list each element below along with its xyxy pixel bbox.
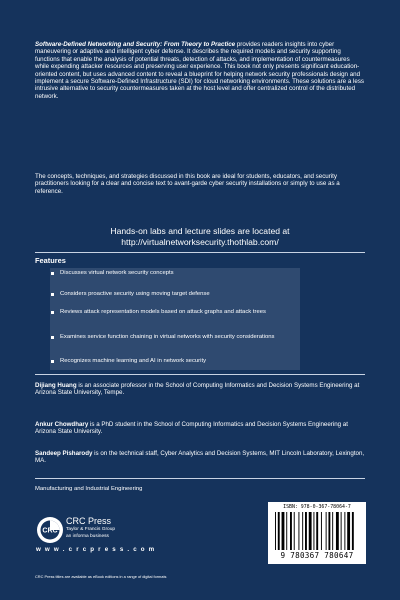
bullet-icon (51, 293, 54, 296)
divider (35, 478, 365, 479)
labs-note (35, 226, 365, 247)
feature-text: Reviews attack representation models based on attack graphs and attack trees (60, 309, 266, 315)
feature-item (60, 291, 280, 298)
divider (35, 374, 365, 375)
isbn-text: ISBN: 978-0-367-78064-7 (283, 504, 351, 510)
feature-item (60, 309, 280, 316)
barcode-bar (298, 512, 299, 550)
feature-text: Discusses virtual network security concepts (60, 270, 174, 276)
author-bio-text: is an associate professor in the School of Computing Informatics and Decision Systems Engineering at Arizona State University, Tempe. (35, 382, 360, 397)
publisher-tagline: an informa business (66, 534, 109, 539)
feature-item (60, 358, 280, 365)
crc-logo-icon (36, 516, 64, 544)
intro-body: provides readers insights into cyber maneuvering or adaptive and intelligent cyber defense. It describes the required models and security supporting functions that enable the analysis of potential threats, detection of attacks, and implementation of countermeasures while expending attacker resources and preserving user experience. This book not only presents significant education-oriented content, but uses advanced content to reveal a blueprint for helping network security professionals design and implement a secure Software-Defined Infrastructure (SDI) for cloud networking environments. These solutions are a less intrusive alternative to security countermeasures taken at the host level and offer centralized control of the distributed network. (35, 41, 365, 100)
author-bio-text: is on the technical staff, Cyber Analytics and Decision Systems, MIT Lincoln Laboratory, Lexington, MA. (35, 450, 365, 465)
audience-paragraph: The concepts, techniques, and strategies discussed in this book are ideal for students, educators, and security practitioners looking for a clear and concise text to avant-garde cyber security installations or simply to use as a reference. (35, 173, 340, 195)
intro-paragraph (35, 41, 365, 100)
author-bio (35, 421, 365, 436)
book-title-run: Software-Defined Networking and Security: From Theory to Practice (35, 41, 236, 48)
labs-url: http://virtualnetworksecurity.thothlab.com/ (121, 236, 279, 247)
publisher-name: CRC Press (66, 516, 112, 526)
author-name: Dijiang Huang (35, 382, 77, 389)
barcode-bar (286, 512, 287, 550)
ebook-note: CRC Press titles are available as eBook editions in a range of digital formats (35, 574, 167, 579)
barcode-number: 9 780367 780647 (280, 551, 354, 560)
author-bio-text: is a PhD student in the School of Computing Informatics and Decision Systems Engineering at Arizona State University. (35, 421, 348, 436)
barcode-bar (278, 512, 280, 550)
barcode-bar (282, 512, 285, 550)
publisher-url: w w w . c r c p r e s s . c o m (36, 546, 156, 553)
barcode-bar (302, 512, 303, 550)
feature-text: Recognizes machine learning and AI in network security (60, 358, 207, 364)
barcode-bar (332, 512, 333, 550)
author-name: Sandeep Pisharody (35, 450, 93, 457)
feature-text: Considers proactive security using moving target defense (60, 291, 210, 297)
bullet-icon (51, 272, 54, 275)
crc-logo-text: CRC (42, 527, 58, 535)
labs-note-line: Hands-on labs and lecture slides are located at (110, 226, 290, 236)
features-heading: Features (35, 256, 66, 265)
barcode-bar (275, 512, 276, 550)
barcode-icon (274, 512, 360, 550)
bullet-icon (51, 336, 54, 339)
barcode-bar (326, 512, 327, 550)
barcode-bar (347, 512, 350, 550)
barcode-bar (328, 512, 330, 550)
barcode-bar (344, 512, 345, 550)
feature-item (60, 270, 280, 277)
feature-item (60, 334, 280, 341)
subject-category: Manufacturing and Industrial Engineering (35, 486, 143, 492)
barcode-bar (294, 512, 295, 550)
barcode-bar (309, 512, 312, 550)
barcode-bar (352, 512, 354, 550)
barcode-bar (290, 512, 292, 550)
barcode-bar (321, 512, 322, 550)
barcode-bar (313, 512, 314, 550)
divider (35, 252, 365, 253)
author-bio (35, 382, 365, 397)
features-box (50, 268, 300, 370)
barcode-bar (305, 512, 307, 550)
publisher-group: Taylor & Francis Group (66, 527, 116, 532)
author-bio (35, 450, 365, 465)
feature-text: Examines service function chaining in virtual networks with security considerations (60, 334, 275, 340)
author-name: Ankur Chowdhary (35, 421, 89, 428)
barcode-bar (341, 512, 342, 550)
barcode-bar (336, 512, 339, 550)
bullet-icon (51, 360, 54, 363)
barcode-bar (316, 512, 318, 550)
bullet-icon (51, 311, 54, 314)
